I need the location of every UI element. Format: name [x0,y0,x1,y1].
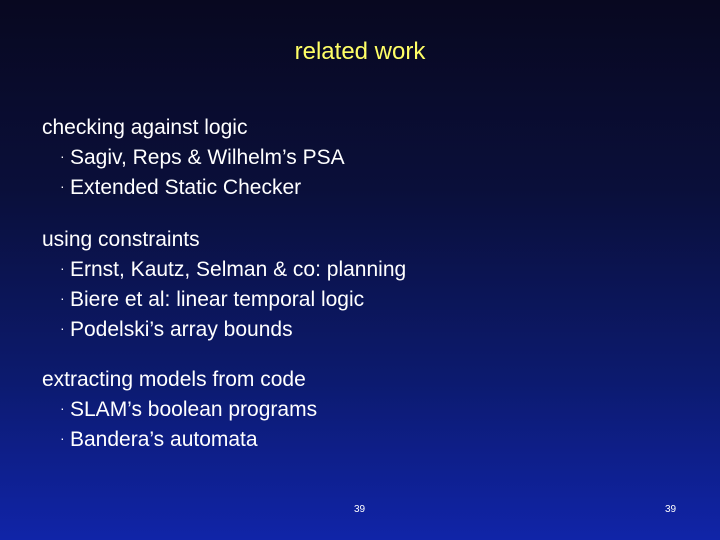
section-extracting-models [42,366,682,454]
section-checking-against-logic [42,114,682,202]
section-heading: using constraints [42,228,200,251]
bullet-text: Sagiv, Reps & Wilhelm’s PSA [70,146,345,169]
bullet-dot: · [60,178,65,194]
page-number-center: 39 [354,504,366,515]
bullet-item [42,254,682,284]
bullet-item [42,314,682,344]
page-number-right: 39 [665,504,677,515]
bullet-item [42,172,682,202]
bullet-item [42,424,682,454]
bullet-text: Extended Static Checker [70,176,302,199]
bullet-dot: · [60,430,65,446]
bullet-text: SLAM’s boolean programs [70,398,318,421]
section-using-constraints [42,226,682,344]
bullet-dot: · [60,148,65,164]
bullet-text: Biere et al: linear temporal logic [70,288,365,311]
bullet-dot: · [60,260,65,276]
bullet-dot: · [60,290,65,306]
section-heading: extracting models from code [42,368,306,391]
bullet-text: Ernst, Kautz, Selman & co: planning [70,258,407,281]
bullet-item [42,142,682,172]
bullet-text: Podelski’s array bounds [70,318,293,341]
section-heading: checking against logic [42,116,248,139]
bullet-dot: · [60,400,65,416]
bullet-item [42,284,682,314]
bullet-item [42,394,682,424]
bullet-dot: · [60,320,65,336]
bullet-text: Bandera’s automata [70,428,258,451]
slide-title: related work [294,38,426,65]
